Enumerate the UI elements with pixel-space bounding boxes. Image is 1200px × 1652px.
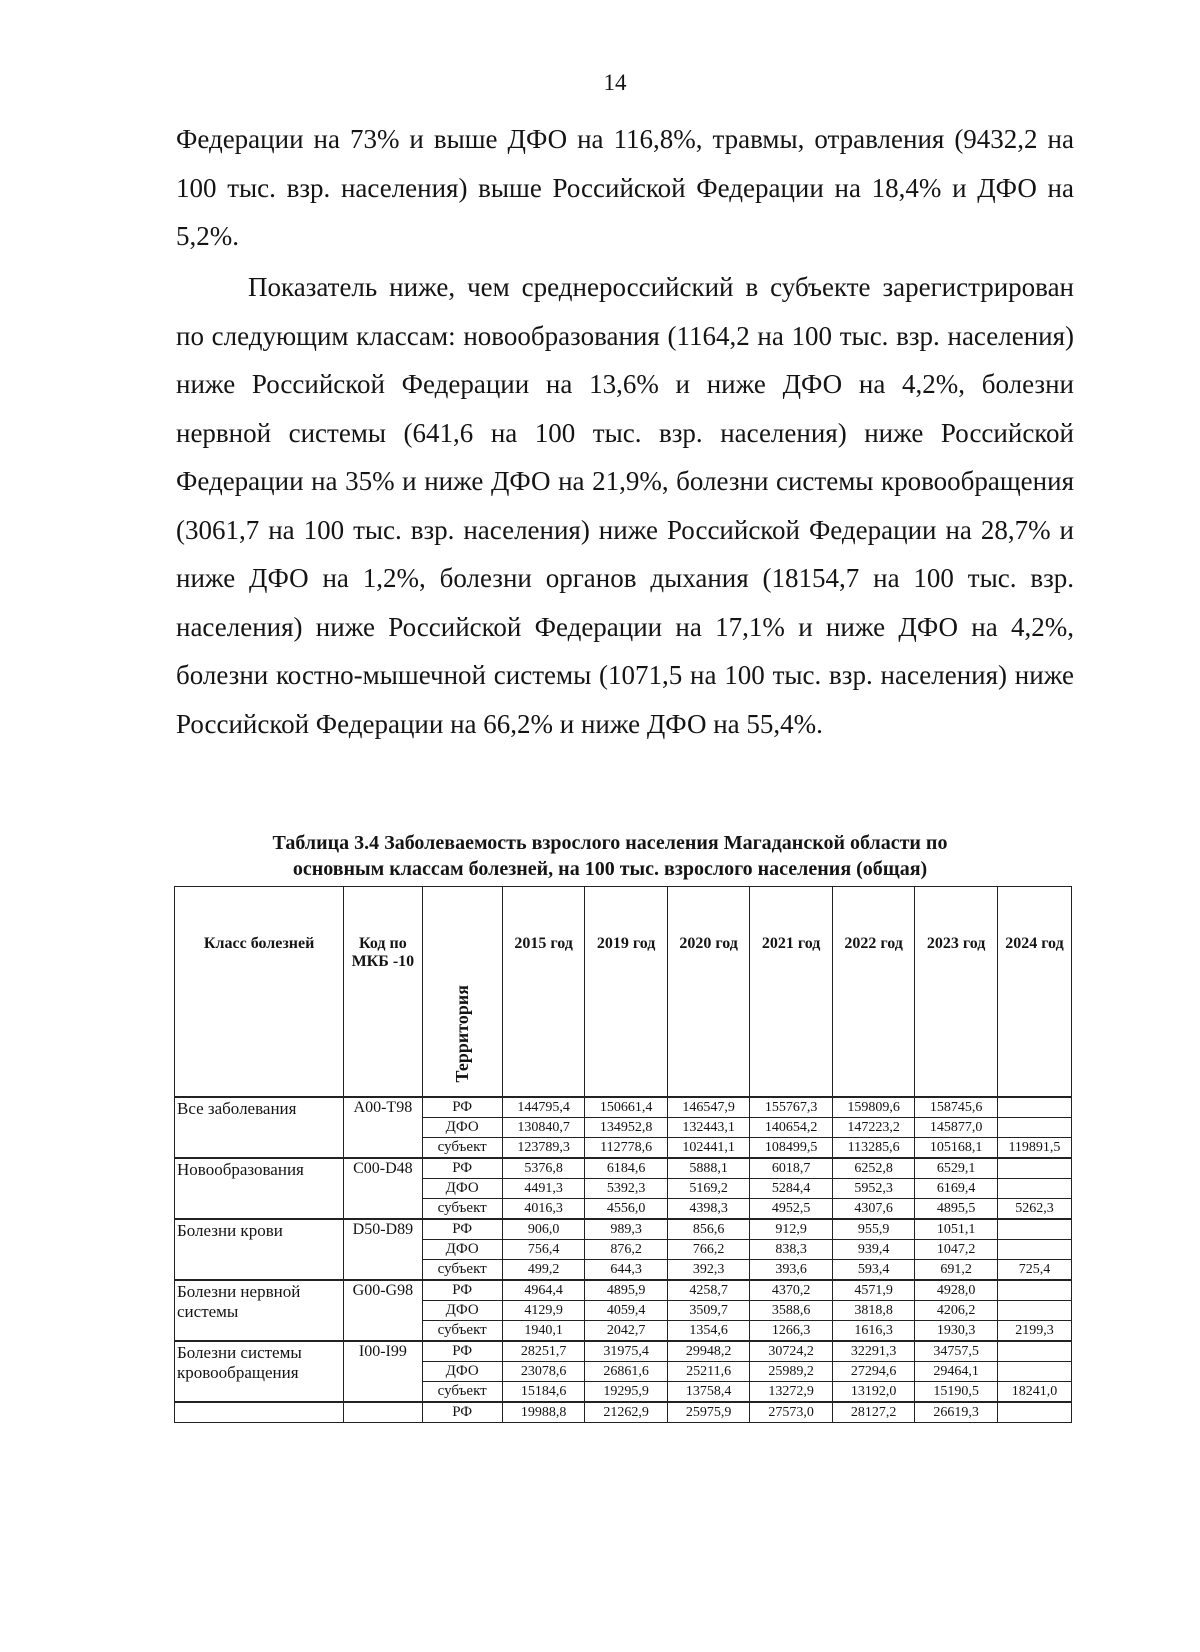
value-cell: 4491,3 — [502, 1179, 585, 1199]
value-cell: 1266,3 — [750, 1321, 833, 1342]
territory-cell: субъект — [422, 1199, 502, 1220]
header-year-2019: 2019 год — [585, 887, 668, 1098]
value-cell: 28127,2 — [832, 1402, 915, 1423]
header-year-2023: 2023 год — [915, 887, 998, 1098]
header-code: Код по МКБ -10 — [344, 887, 422, 1098]
value-cell: 1051,1 — [915, 1219, 998, 1240]
header-territory-label: Территория — [451, 984, 472, 1082]
icd-code-cell — [344, 1402, 422, 1423]
value-cell: 159809,6 — [832, 1097, 915, 1118]
icd-code-cell: D50-D89 — [344, 1219, 422, 1280]
value-cell: 1047,2 — [915, 1240, 998, 1260]
value-cell: 145877,0 — [915, 1118, 998, 1138]
value-cell: 5888,1 — [667, 1158, 750, 1179]
value-cell: 766,2 — [667, 1240, 750, 1260]
value-cell: 26619,3 — [915, 1402, 998, 1423]
value-cell: 123789,3 — [502, 1138, 585, 1159]
disease-class-cell: Болезни нервной системы — [175, 1280, 344, 1341]
icd-code-cell: C00-D48 — [344, 1158, 422, 1219]
value-cell: 4206,2 — [915, 1301, 998, 1321]
value-cell — [997, 1219, 1071, 1240]
value-cell: 34757,5 — [915, 1341, 998, 1362]
table-row — [175, 1219, 1072, 1240]
value-cell: 32291,3 — [832, 1341, 915, 1362]
value-cell: 6252,8 — [832, 1158, 915, 1179]
value-cell: 644,3 — [585, 1260, 668, 1281]
table-body — [175, 1097, 1072, 1423]
territory-cell: ДФО — [422, 1301, 502, 1321]
disease-class-cell: Все заболевания — [175, 1097, 344, 1158]
value-cell: 4370,2 — [750, 1280, 833, 1301]
value-cell: 691,2 — [915, 1260, 998, 1281]
paragraph-2: Показатель ниже, чем среднероссийский в субъекте зарегистрирован по следующим классам: новообразования (1164,2 на 100 тыс. взр. населения) ниже Российской Федерации на 13,6% и ниже ДФО на 4,2%, болезни нервной системы (641,6 на 100 тыс. взр. населения) ниже Российской Федерации на 35% и ниже ДФО на 21,9%, болезни системы кровообращения (3061,7 на 100 тыс. взр. населения) ниже Российской Федерации на 28,7% и ниже ДФО на 1,2%, болезни органов дыхания (18154,7 на 100 тыс. взр. населения) ниже Российской Федерации на 17,1% и ниже ДФО на 4,2%, болезни костно-мышечной системы (1071,5 на 100 тыс. взр. населения) ниже Российской Федерации на 66,2% и ниже ДФО на 55,4%. — [176, 272, 1074, 739]
value-cell: 955,9 — [832, 1219, 915, 1240]
value-cell: 856,6 — [667, 1219, 750, 1240]
value-cell: 1616,3 — [832, 1321, 915, 1342]
header-year-2021: 2021 год — [750, 887, 833, 1098]
value-cell: 23078,6 — [502, 1362, 585, 1382]
value-cell: 4556,0 — [585, 1199, 668, 1220]
value-cell: 158745,6 — [915, 1097, 998, 1118]
value-cell: 2199,3 — [997, 1321, 1071, 1342]
icd-code-cell: I00-I99 — [344, 1341, 422, 1402]
table-row — [175, 1097, 1072, 1118]
value-cell: 4307,6 — [832, 1199, 915, 1220]
value-cell — [997, 1179, 1071, 1199]
value-cell: 4059,4 — [585, 1301, 668, 1321]
value-cell: 2042,7 — [585, 1321, 668, 1342]
value-cell: 4964,4 — [502, 1280, 585, 1301]
value-cell: 5262,3 — [997, 1199, 1071, 1220]
value-cell: 3509,7 — [667, 1301, 750, 1321]
value-cell: 30724,2 — [750, 1341, 833, 1362]
value-cell — [997, 1301, 1071, 1321]
territory-cell: РФ — [422, 1219, 502, 1240]
value-cell: 25975,9 — [667, 1402, 750, 1423]
morbidity-table — [174, 886, 1072, 1423]
page-number: 14 — [603, 70, 627, 95]
value-cell: 392,3 — [667, 1260, 750, 1281]
value-cell: 13272,9 — [750, 1382, 833, 1403]
disease-class-cell — [175, 1402, 344, 1423]
value-cell: 108499,5 — [750, 1138, 833, 1159]
table-row — [175, 1341, 1072, 1362]
value-cell — [997, 1097, 1071, 1118]
territory-cell: РФ — [422, 1280, 502, 1301]
value-cell — [997, 1362, 1071, 1382]
value-cell: 112778,6 — [585, 1138, 668, 1159]
value-cell: 132443,1 — [667, 1118, 750, 1138]
value-cell: 27294,6 — [832, 1362, 915, 1382]
value-cell: 499,2 — [502, 1260, 585, 1281]
value-cell: 21262,9 — [585, 1402, 668, 1423]
value-cell: 1940,1 — [502, 1321, 585, 1342]
value-cell: 876,2 — [585, 1240, 668, 1260]
territory-cell: субъект — [422, 1260, 502, 1281]
header-year-2022: 2022 год — [832, 887, 915, 1098]
header-year-2024: 2024 год — [997, 887, 1071, 1098]
value-cell: 27573,0 — [750, 1402, 833, 1423]
value-cell: 4928,0 — [915, 1280, 998, 1301]
value-cell: 393,6 — [750, 1260, 833, 1281]
header-year-2020: 2020 год — [667, 887, 750, 1098]
table-caption-line-2: основным классам болезней, на 100 тыс. взрослого населения (общая) — [292, 858, 928, 880]
territory-cell: ДФО — [422, 1362, 502, 1382]
value-cell: 906,0 — [502, 1219, 585, 1240]
value-cell: 13758,4 — [667, 1382, 750, 1403]
value-cell: 15184,6 — [502, 1382, 585, 1403]
paragraph-1: Федерации на 73% и выше ДФО на 116,8%, травмы, отравления (9432,2 на 100 тыс. взр. населения) выше Российской Федерации на 18,4% и ДФО на 5,2%. — [176, 124, 1074, 251]
value-cell: 29948,2 — [667, 1341, 750, 1362]
territory-cell: субъект — [422, 1382, 502, 1403]
header-territory — [422, 887, 502, 1098]
disease-class-cell: Новообразования — [175, 1158, 344, 1219]
value-cell: 756,4 — [502, 1240, 585, 1260]
value-cell — [997, 1280, 1071, 1301]
value-cell: 4129,9 — [502, 1301, 585, 1321]
territory-cell: РФ — [422, 1402, 502, 1423]
value-cell: 29464,1 — [915, 1362, 998, 1382]
value-cell: 19295,9 — [585, 1382, 668, 1403]
value-cell: 3588,6 — [750, 1301, 833, 1321]
value-cell: 989,3 — [585, 1219, 668, 1240]
territory-cell: РФ — [422, 1097, 502, 1118]
territory-cell: ДФО — [422, 1118, 502, 1138]
value-cell: 147223,2 — [832, 1118, 915, 1138]
value-cell — [997, 1158, 1071, 1179]
value-cell: 1930,3 — [915, 1321, 998, 1342]
value-cell: 5376,8 — [502, 1158, 585, 1179]
value-cell: 26861,6 — [585, 1362, 668, 1382]
value-cell: 4895,9 — [585, 1280, 668, 1301]
table-caption — [170, 830, 1050, 882]
territory-cell: ДФО — [422, 1179, 502, 1199]
value-cell: 1354,6 — [667, 1321, 750, 1342]
value-cell: 113285,6 — [832, 1138, 915, 1159]
table-row — [175, 1280, 1072, 1301]
territory-cell: ДФО — [422, 1240, 502, 1260]
icd-code-cell: A00-T98 — [344, 1097, 422, 1158]
value-cell: 18241,0 — [997, 1382, 1071, 1403]
value-cell: 19988,8 — [502, 1402, 585, 1423]
value-cell — [997, 1402, 1071, 1423]
territory-cell: РФ — [422, 1158, 502, 1179]
value-cell: 838,3 — [750, 1240, 833, 1260]
value-cell: 134952,8 — [585, 1118, 668, 1138]
value-cell — [997, 1118, 1071, 1138]
value-cell: 144795,4 — [502, 1097, 585, 1118]
header-class: Класс болезней — [175, 887, 344, 1098]
table-row — [175, 1402, 1072, 1423]
value-cell: 150661,4 — [585, 1097, 668, 1118]
header-year-2015: 2015 год — [502, 887, 585, 1098]
value-cell: 25211,6 — [667, 1362, 750, 1382]
value-cell: 5952,3 — [832, 1179, 915, 1199]
disease-class-cell: Болезни системы кровообращения — [175, 1341, 344, 1402]
value-cell: 105168,1 — [915, 1138, 998, 1159]
value-cell: 6169,4 — [915, 1179, 998, 1199]
value-cell: 939,4 — [832, 1240, 915, 1260]
value-cell: 15190,5 — [915, 1382, 998, 1403]
value-cell: 5169,2 — [667, 1179, 750, 1199]
value-cell: 146547,9 — [667, 1097, 750, 1118]
value-cell: 28251,7 — [502, 1341, 585, 1362]
value-cell: 6184,6 — [585, 1158, 668, 1179]
value-cell: 6018,7 — [750, 1158, 833, 1179]
value-cell — [997, 1341, 1071, 1362]
value-cell: 6529,1 — [915, 1158, 998, 1179]
value-cell: 4571,9 — [832, 1280, 915, 1301]
value-cell: 4895,5 — [915, 1199, 998, 1220]
value-cell: 593,4 — [832, 1260, 915, 1281]
value-cell: 140654,2 — [750, 1118, 833, 1138]
value-cell: 102441,1 — [667, 1138, 750, 1159]
value-cell: 155767,3 — [750, 1097, 833, 1118]
territory-cell: субъект — [422, 1138, 502, 1159]
value-cell: 13192,0 — [832, 1382, 915, 1403]
value-cell — [997, 1240, 1071, 1260]
value-cell: 4016,3 — [502, 1199, 585, 1220]
value-cell: 4398,3 — [667, 1199, 750, 1220]
value-cell: 31975,4 — [585, 1341, 668, 1362]
value-cell: 130840,7 — [502, 1118, 585, 1138]
territory-cell: субъект — [422, 1321, 502, 1342]
value-cell: 4952,5 — [750, 1199, 833, 1220]
territory-cell: РФ — [422, 1341, 502, 1362]
value-cell: 912,9 — [750, 1219, 833, 1240]
value-cell: 119891,5 — [997, 1138, 1071, 1159]
table-header-row — [175, 887, 1072, 1098]
value-cell: 4258,7 — [667, 1280, 750, 1301]
table-row — [175, 1158, 1072, 1179]
value-cell: 5284,4 — [750, 1179, 833, 1199]
disease-class-cell: Болезни крови — [175, 1219, 344, 1280]
value-cell: 5392,3 — [585, 1179, 668, 1199]
value-cell: 25989,2 — [750, 1362, 833, 1382]
value-cell: 725,4 — [997, 1260, 1071, 1281]
value-cell: 3818,8 — [832, 1301, 915, 1321]
table-caption-line-1: Таблица 3.4 Заболеваемость взрослого населения Магаданской области по — [272, 832, 948, 854]
icd-code-cell: G00-G98 — [344, 1280, 422, 1341]
